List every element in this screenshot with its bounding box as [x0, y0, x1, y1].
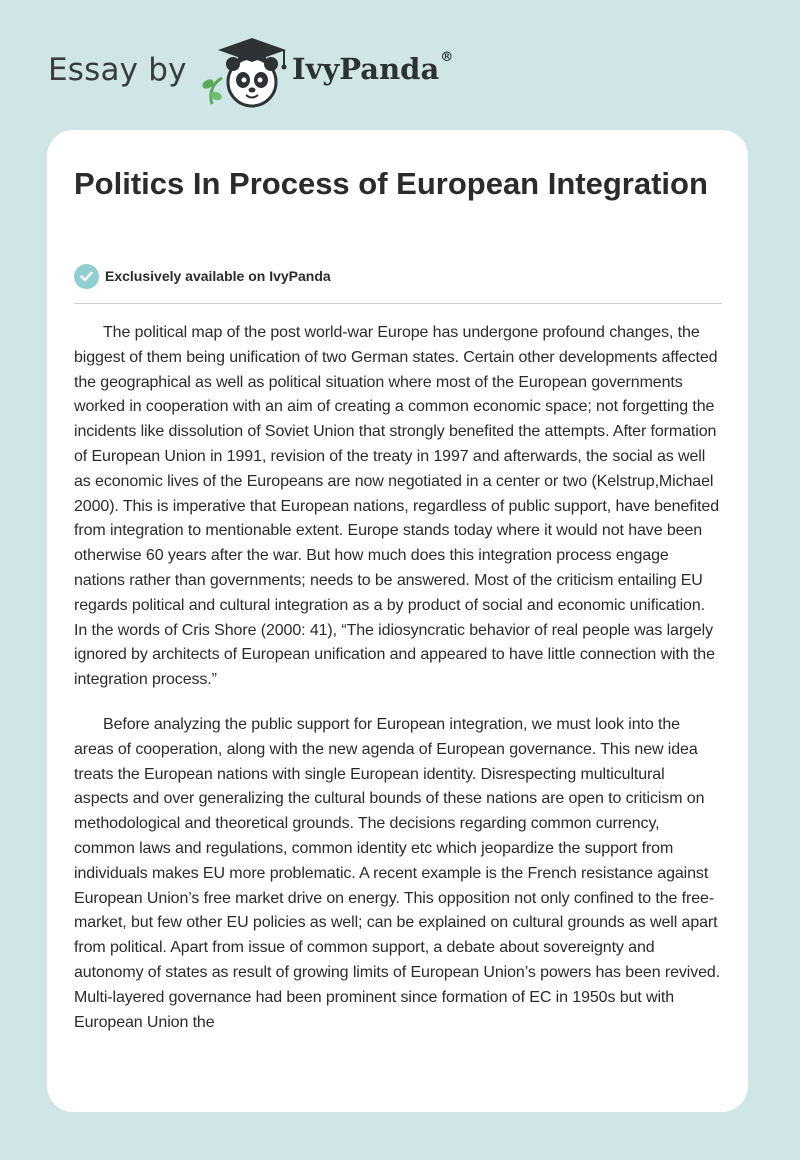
registered-mark: ® [440, 50, 454, 65]
essay-body [74, 321, 722, 1055]
exclusive-badge [74, 263, 331, 289]
divider [74, 303, 722, 304]
panda-logo-icon [200, 34, 292, 114]
brand-prefix: Essay by [48, 52, 187, 88]
brand-header [48, 30, 488, 110]
badge-label: Exclusively available on IvyPanda [105, 268, 331, 284]
brand-name: IvyPanda® [292, 50, 454, 86]
essay-card [47, 130, 748, 1112]
essay-paragraph-2: Before analyzing the public support for European integration, we must look into the areas of cooperation, along with the new agenda of European governance. This new idea treats the European nations with single European identity. Disrespecting multicultural aspects and over generalizing the cultural bounds of these nations are open to criticism on methodological and theoretical grounds. The decisions regarding common currency, common laws and regulations, common identity etc which jeopardize the support from individuals makes EU more problematic. A recent example is the French resistance against European Union’s free market drive on energy. This opposition not only confined to the free-market, but few other EU policies as well; can be explained on cultural grounds as well apart from political. Apart from issue of common support, a debate about sovereignty and autonomy of states as result of growing limits of European Union’s powers has been revived. Multi-layered governance had been prominent since formation of EC in 1950s but with European Union the [74, 715, 721, 1031]
essay-title: Politics In Process of European Integration [74, 166, 708, 201]
check-circle-icon [74, 264, 99, 289]
essay-paragraph-1: The political map of the post world-war Europe has undergone profound changes, the biggest of them being unification of two German states. Certain other developments affected the geographical as well as political situation where most of the European governments worked in cooperation with an aim of creating a common economic space; not forgetting the incidents like dissolution of Soviet Union that strongly benefited the attempts. After formation of European Union in 1991, revision of the treaty in 1997 and afterwards, the social as well as economic lives of the Europeans are now negotiated in a center or two (Kelstrup,Michael 2000). This is imperative that European nations, regardless of public support, have benefited from integration to mentionable extent. Europe stands today where it would not have been otherwise 60 years after the war. But how much does this integration process engage nations rather than governments; needs to be answered. Most of the criticism entailing EU regards political and cultural integration as a by product of social and economic unification. In the words of Cris Shore (2000: 41), “The idiosyncratic behavior of real people was largely ignored by architects of European unification and appeared to have little connection with the integration process.” [74, 324, 720, 689]
